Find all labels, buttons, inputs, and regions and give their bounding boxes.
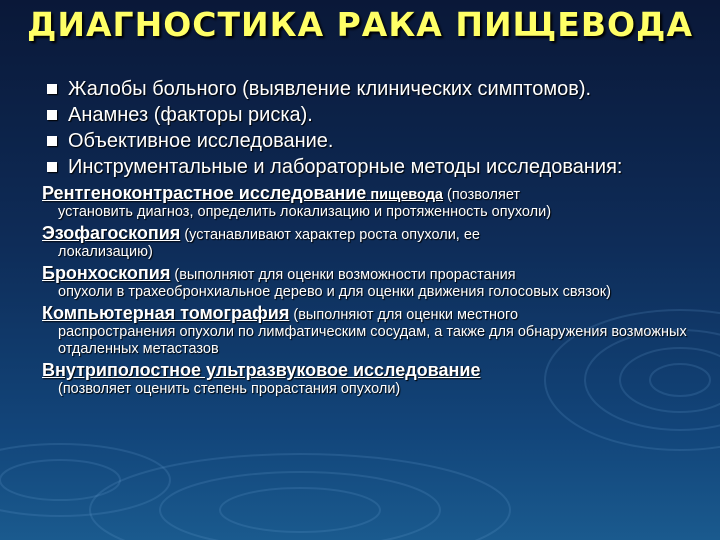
- method-desc-cont: локализацию): [58, 244, 153, 260]
- bullet-item: Жалобы больного (выявление клинических симптомов).: [44, 78, 704, 101]
- method-bronchoscopy: [42, 265, 704, 301]
- method-name: Рентгеноконтрастное исследование: [42, 183, 367, 203]
- method-desc-cont: установить диагноз, определить локализацию и протяженность опухоли): [58, 204, 552, 220]
- square-bullet-icon: [47, 84, 57, 94]
- method-name: Внутриполостное ультразвуковое исследование: [42, 360, 481, 380]
- bullet-list: [44, 78, 704, 179]
- slide-title: ДИАГНОСТИКА РАКА ПИЩЕВОДА: [27, 5, 693, 44]
- method-name: Эзофагоскопия: [42, 223, 181, 243]
- method-name-suffix: пищевода: [366, 187, 443, 203]
- slide-content: [44, 78, 704, 402]
- method-esophagoscopy: [42, 225, 704, 261]
- method-name: Бронхоскопия: [42, 263, 171, 283]
- method-desc: (позволяет: [442, 187, 521, 203]
- method-desc-cont: (позволяет оценить степень прорастания опухоли): [58, 381, 401, 397]
- method-desc: (устанавливают характер роста опухоли, ее: [180, 227, 480, 243]
- bullet-item: Объективное исследование.: [44, 130, 704, 153]
- method-ct: [42, 305, 704, 358]
- method-desc-cont: распространения опухоли по лимфатическим сосудам, а также для обнаружения возможных отдаленных метастазов: [58, 324, 687, 357]
- square-bullet-icon: [47, 110, 57, 120]
- method-desc: (выполняют для оценки местного: [289, 307, 519, 323]
- method-desc: (выполняют для оценки возможности прорастания: [170, 267, 516, 283]
- bullet-item: Анамнез (факторы риска).: [44, 104, 704, 127]
- method-name: Компьютерная томография: [42, 303, 290, 323]
- square-bullet-icon: [47, 162, 57, 172]
- square-bullet-icon: [47, 136, 57, 146]
- method-desc-cont: опухоли в трахеобронхиальное дерево и для оценки движения голосовых связок): [58, 284, 611, 300]
- method-endoscopic-ultrasound: [42, 362, 704, 398]
- bullet-item: Инструментальные и лабораторные методы исследования:: [44, 156, 704, 179]
- methods-list: [44, 185, 704, 398]
- method-xray: [42, 185, 704, 221]
